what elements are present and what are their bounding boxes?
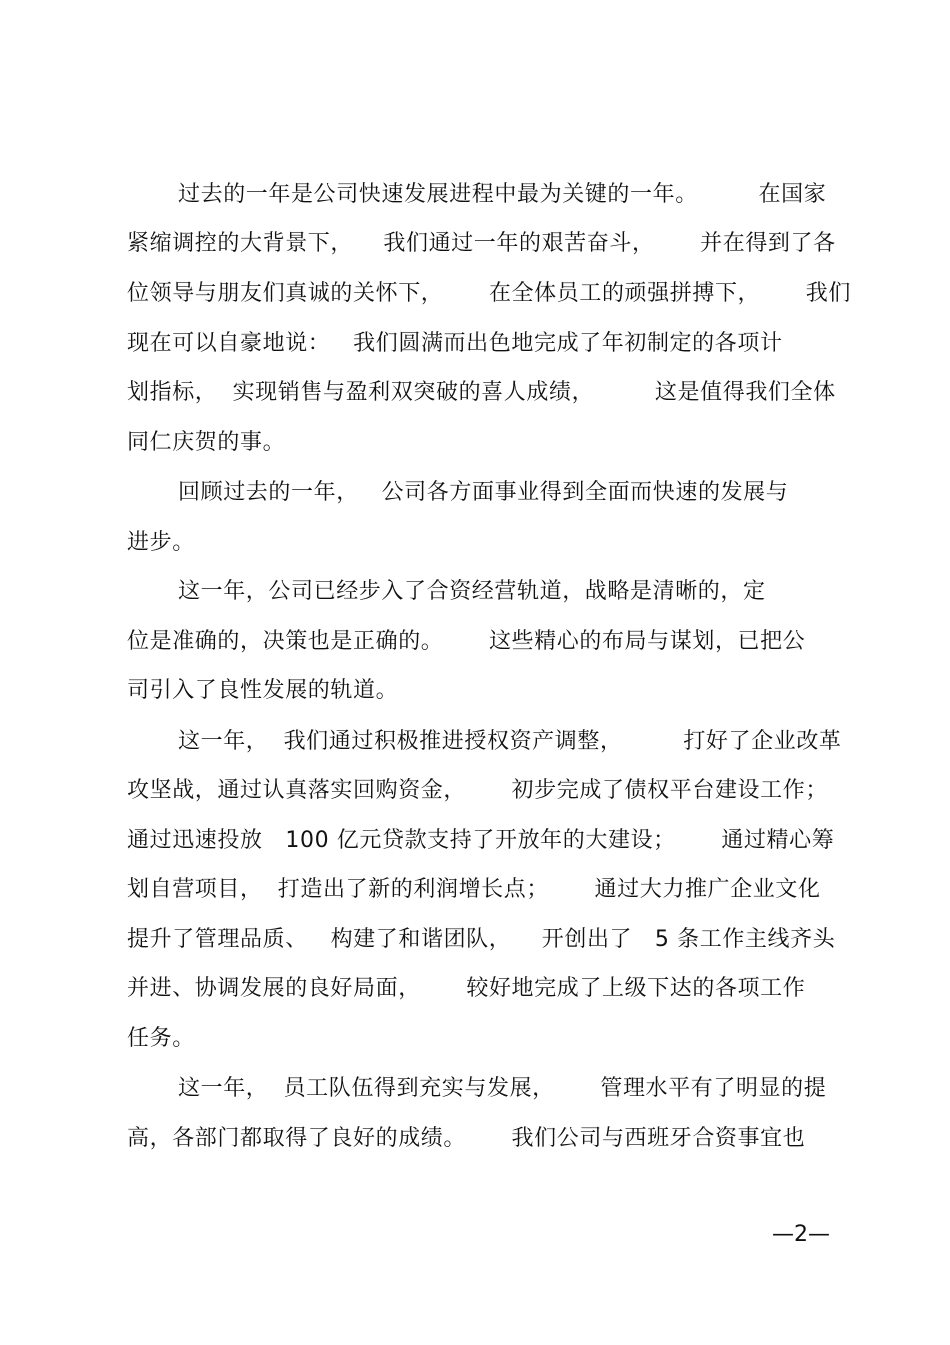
text-line-17: 并进、协调发展的良好局面， 较好地完成了上级下达的各项工作 <box>127 976 806 1001</box>
text-line-5: 划指标， 实现销售与盈利双突破的喜人成绩， 这是值得我们全体 <box>127 380 836 405</box>
text-line-16: 提升了管理品质、 构建了和谐团队， 开创出了 5 条工作主线齐头 <box>127 927 836 952</box>
text-line-2: 紧缩调控的大背景下， 我们通过一年的艰苦奋斗， 并在得到了各 <box>127 231 836 256</box>
text-line-14: 通过迅速投放 100 亿元贷款支持了开放年的大建设； 通过精心筹 <box>127 828 835 853</box>
text-line-1: 过去的一年是公司快速发展进程中最为关键的一年。 在国家 <box>178 182 827 207</box>
text-line-9: 这一年，公司已经步入了合资经营轨道，战略是清晰的，定 <box>178 579 766 604</box>
text-line-7: 回顾过去的一年， 公司各方面事业得到全面而快速的发展与 <box>178 480 789 505</box>
text-line-10: 位是准确的，决策也是正确的。 这些精心的布局与谋划，已把公 <box>127 629 806 654</box>
text-line-15: 划自营项目， 打造出了新的利润增长点； 通过大力推广企业文化 <box>127 877 821 902</box>
page-number: —2— <box>772 1222 830 1247</box>
text-line-11: 司引入了良性发展的轨道。 <box>127 678 399 703</box>
text-line-12: 这一年， 我们通过积极推进授权资产调整， 打好了企业改革 <box>178 729 842 754</box>
text-line-13: 攻坚战，通过认真落实回购资金， 初步完成了债权平台建设工作； <box>127 778 828 803</box>
text-line-3: 位领导与朋友们真诚的关怀下， 在全体员工的顽强拼搏下， 我们 <box>127 281 851 306</box>
text-line-19: 这一年， 员工队伍得到充实与发展， 管理水平有了明显的提 <box>178 1076 827 1101</box>
text-line-8: 进步。 <box>127 530 195 555</box>
text-line-4: 现在可以自豪地说： 我们圆满而出色地完成了年初制定的各项计 <box>127 331 783 356</box>
text-line-6: 同仁庆贺的事。 <box>127 430 286 455</box>
text-line-20: 高，各部门都取得了良好的成绩。 我们公司与西班牙合资事宜也 <box>127 1126 806 1151</box>
text-line-18: 任务。 <box>127 1026 195 1051</box>
